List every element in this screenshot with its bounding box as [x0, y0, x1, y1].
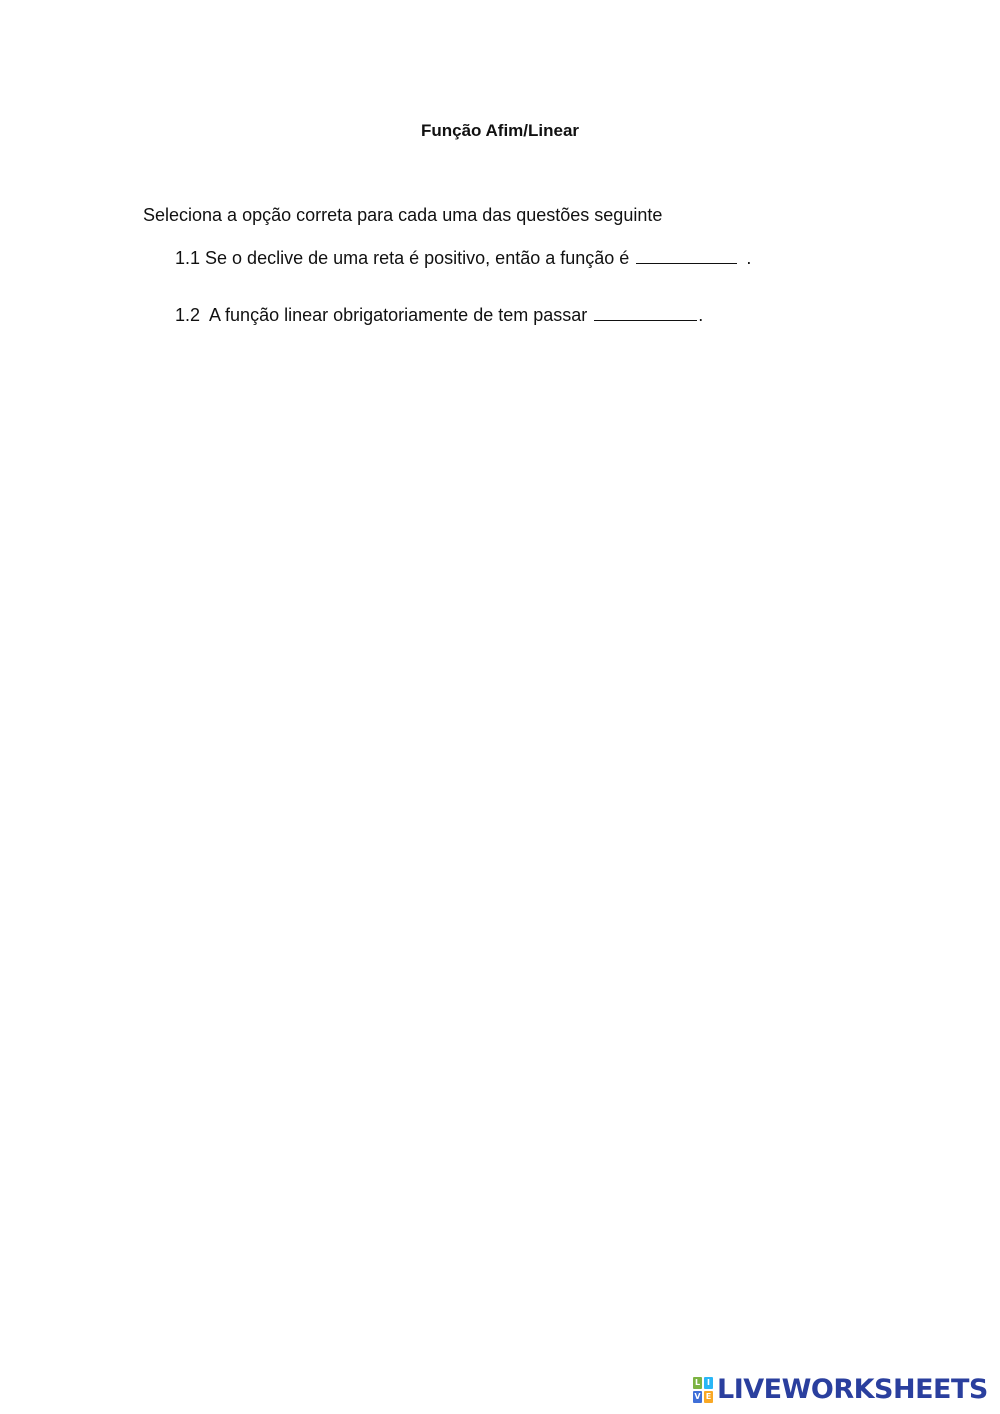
- question-2: [175, 303, 703, 326]
- question-1-text: 1.1 Se o declive de uma reta é positivo, então a função é: [175, 248, 635, 268]
- question-1: [175, 246, 751, 269]
- logo-icon: [693, 1377, 713, 1403]
- logo-tile-v: V: [694, 1392, 701, 1401]
- logo-tile-e: E: [705, 1392, 712, 1401]
- question-2-text: 1.2 A função linear obrigatoriamente de tem passar: [175, 305, 593, 325]
- logo-tile-i: I: [704, 1377, 713, 1389]
- worksheet-title: Função Afim/Linear: [420, 121, 580, 140]
- question-2-answer-blank[interactable]: [594, 303, 697, 321]
- instruction-text: Seleciona a opção correta para cada uma das questões seguinte: [143, 205, 663, 225]
- question-2-end: .: [698, 305, 704, 325]
- logo-tile-l: L: [694, 1378, 701, 1387]
- question-1-end: .: [741, 248, 752, 268]
- logo-wordmark: LIVEWORKSHEETS: [717, 1374, 988, 1405]
- liveworksheets-logo: [693, 1374, 988, 1406]
- question-1-answer-blank[interactable]: [636, 246, 737, 264]
